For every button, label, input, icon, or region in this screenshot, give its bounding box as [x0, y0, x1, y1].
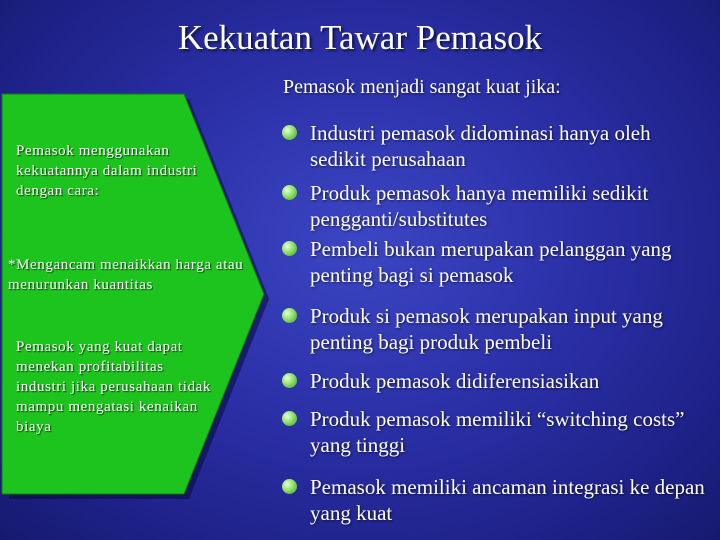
bullet-text: Pembeli bukan merupakan pelanggan yang penting bagi si pemasok [310, 237, 672, 287]
bullet-text: Produk pemasok didiferensiasikan [310, 369, 600, 393]
slide-title: Kekuatan Tawar Pemasok [177, 18, 543, 57]
bullet-dot-icon [282, 411, 297, 426]
bullet-text: Produk pemasok memiliki “switching costs” yang tinggi [310, 407, 685, 457]
panel-text-intro: Pemasok menggunakan kekuatannya dalam industri dengan cara: [16, 143, 198, 199]
bullet-dot-icon [282, 308, 297, 323]
bullet-dot-icon [282, 241, 297, 256]
bullet-text: Pemasok memiliki ancaman integrasi ke depan yang kuat [310, 475, 705, 525]
green-arrow-panel [0, 92, 270, 500]
panel-text-threat: *Mengancam menaikkan harga atau menurunkan kuantitas [8, 257, 244, 293]
bullet-dot-icon [282, 373, 297, 388]
bullet-text: Produk si pemasok merupakan input yang penting bagi produk pembeli [310, 304, 663, 354]
bullet-text: Produk pemasok hanya memiliki sedikit pengganti/substitutes [310, 181, 649, 231]
bullet-dot-icon [282, 125, 297, 140]
bullet-text: Industri pemasok didominasi hanya oleh sedikit perusahaan [310, 121, 651, 171]
bullet-dot-icon [282, 479, 297, 494]
slide-subtitle: Pemasok menjadi sangat kuat jika: [283, 76, 561, 98]
panel-text-profitability: Pemasok yang kuat dapat menekan profitabilitas industri jika perusahaan tidak mampu mengatasi kenaikan biaya [16, 339, 212, 435]
bullet-dot-icon [282, 185, 297, 200]
